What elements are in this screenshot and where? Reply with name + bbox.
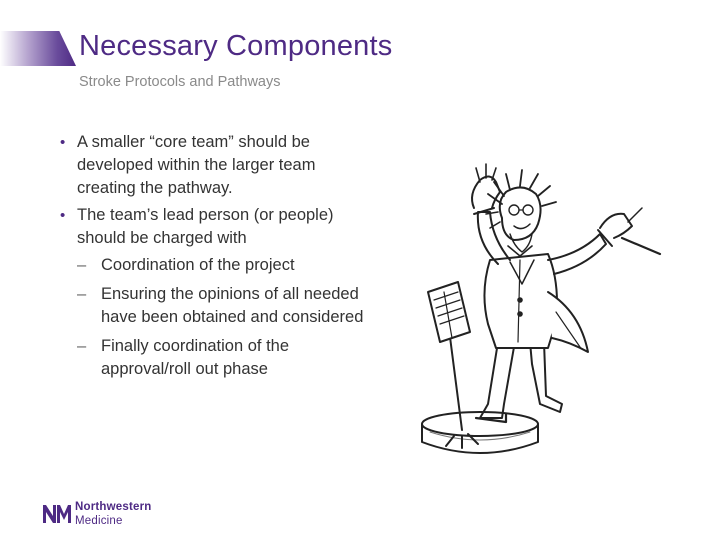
sub-bullet-text: Finally coordination of the approval/roll out phase bbox=[101, 337, 290, 378]
sub-bullet-item bbox=[60, 335, 370, 381]
bullet-list bbox=[60, 131, 370, 387]
bullet-item bbox=[60, 204, 370, 250]
bullet-text: A smaller “core team” should be developed within the larger team creating the pathway. bbox=[77, 133, 316, 197]
bullet-item bbox=[60, 131, 370, 200]
logo-text-northwestern: Northwestern bbox=[75, 501, 152, 513]
bullet-mark: • bbox=[60, 134, 66, 151]
nm-logo-icon bbox=[42, 502, 72, 524]
sub-bullet-mark: – bbox=[77, 337, 87, 355]
sub-bullet-text: Ensuring the opinions of all needed have been obtained and considered bbox=[101, 285, 364, 326]
slide-subtitle: Stroke Protocols and Pathways bbox=[79, 74, 281, 90]
bullet-text: The team’s lead person (or people) should be charged with bbox=[77, 206, 334, 247]
sub-bullet-item bbox=[60, 254, 370, 277]
bullet-mark: • bbox=[60, 207, 66, 224]
slide-title: Necessary Components bbox=[79, 30, 393, 62]
sub-bullet-item bbox=[60, 283, 370, 329]
sub-bullet-mark: – bbox=[77, 256, 87, 274]
conductor-illustration bbox=[410, 142, 680, 467]
sub-bullet-mark: – bbox=[77, 285, 87, 303]
sub-bullet-text: Coordination of the project bbox=[101, 256, 295, 274]
logo-text-medicine: Medicine bbox=[75, 515, 123, 527]
title-accent-bar bbox=[0, 31, 76, 66]
